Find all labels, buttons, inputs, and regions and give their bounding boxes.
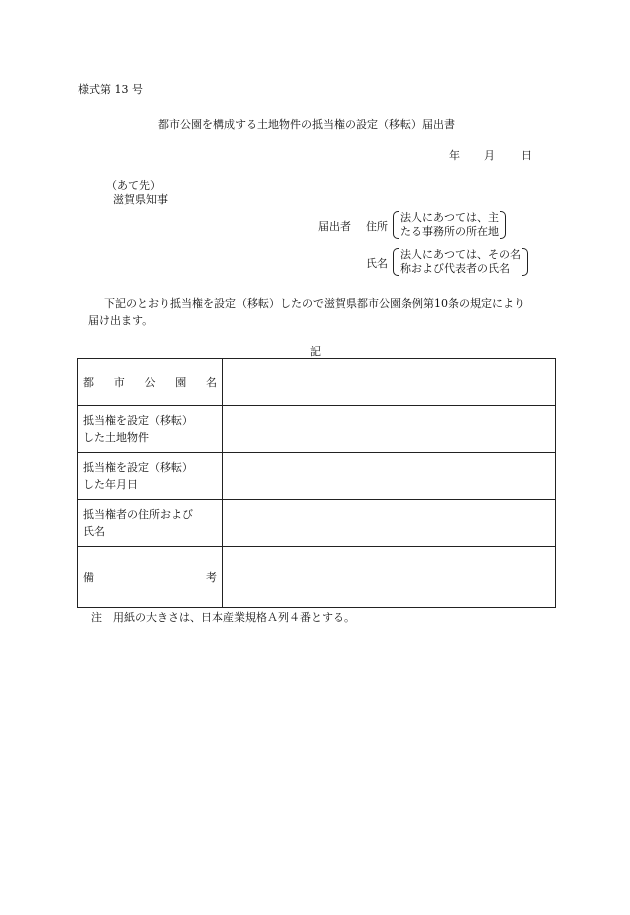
- address-note-line: 法人にあつては、主: [400, 211, 499, 224]
- table-row: [78, 406, 556, 453]
- applicant-label: 届出者: [318, 220, 351, 233]
- mortgagee-label: [78, 500, 223, 547]
- label-line: 抵当権を設定（移転）: [83, 414, 193, 427]
- label-line: 氏名: [83, 525, 105, 538]
- land-property-label: [78, 406, 223, 453]
- land-property-field[interactable]: [223, 406, 556, 453]
- addressee-name: 滋賀県知事: [113, 193, 168, 206]
- name-note-line: 称および代表者の氏名: [400, 262, 510, 275]
- table-row: [78, 359, 556, 406]
- remarks-label: [78, 547, 223, 608]
- name-note-bracket: [393, 248, 528, 276]
- label-char: 公: [144, 375, 156, 389]
- label-char: 備: [83, 570, 94, 584]
- setting-date-label: [78, 453, 223, 500]
- date-day-label: 日: [521, 149, 532, 162]
- document-title: 都市公園を構成する土地物件の抵当権の設定（移転）届出書: [158, 118, 455, 131]
- label-line: した土地物件: [83, 431, 149, 444]
- table-row: [78, 453, 556, 500]
- label-char: 名: [206, 375, 217, 389]
- label-line: した年月日: [83, 478, 138, 491]
- name-note-line: 法人にあつては、その名: [400, 248, 521, 261]
- address-note-line: たる事務所の所在地: [400, 225, 499, 238]
- name-note-text: [399, 248, 522, 276]
- form-number: 様式第 13 号: [78, 83, 143, 96]
- label-char: 市: [113, 375, 125, 389]
- form-table: [77, 358, 556, 608]
- date-year-label: 年: [449, 149, 460, 162]
- footnote: 注 用紙の大きさは、日本産業規格Ａ列４番とする。: [91, 611, 355, 624]
- label-char: 考: [206, 570, 217, 584]
- label-line: 抵当権を設定（移転）: [83, 461, 193, 474]
- setting-date-field[interactable]: [223, 453, 556, 500]
- address-note-bracket: [393, 211, 506, 239]
- date-month-label: 月: [484, 149, 495, 162]
- park-name-label: [78, 359, 223, 406]
- remarks-field[interactable]: [223, 547, 556, 608]
- body-text-line2: 届け出ます。: [88, 314, 154, 327]
- label-line: 抵当権者の住所および: [83, 508, 193, 521]
- label-char: 都: [83, 375, 94, 389]
- address-note-text: [399, 211, 500, 239]
- mortgagee-field[interactable]: [223, 500, 556, 547]
- name-label: 氏名: [366, 257, 388, 270]
- record-label: 記: [310, 345, 321, 358]
- table-row: [78, 500, 556, 547]
- right-bracket: [500, 211, 506, 239]
- park-name-field[interactable]: [223, 359, 556, 406]
- table-row: [78, 547, 556, 608]
- address-label: 住所: [366, 220, 388, 233]
- right-bracket: [522, 248, 528, 276]
- label-char: 園: [175, 375, 187, 389]
- addressee-label: （あて先）: [106, 179, 161, 192]
- body-text-line1: 下記のとおり抵当権を設定（移転）したので滋賀県都市公園条例第10条の規定により: [104, 297, 525, 310]
